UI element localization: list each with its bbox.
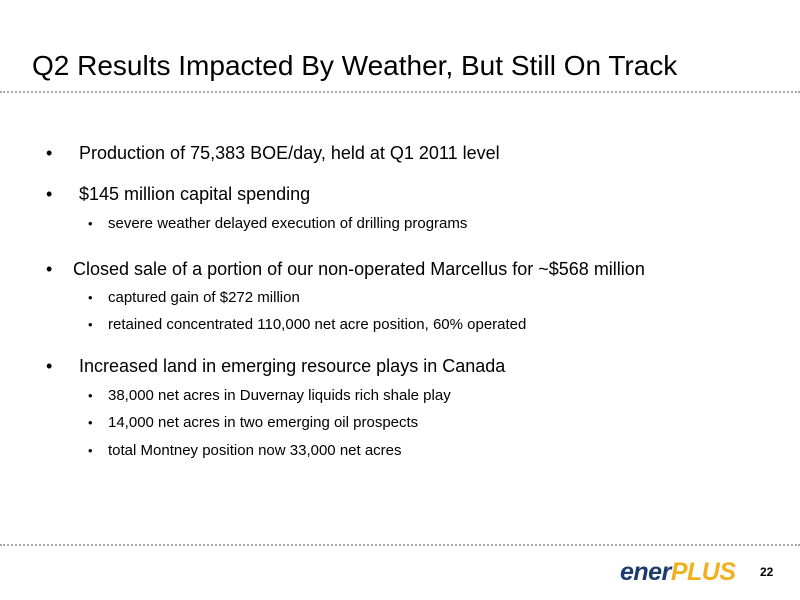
logo-text-plus: PLUS bbox=[670, 558, 736, 586]
enerplus-logo bbox=[620, 558, 736, 586]
bullet-text: Closed sale of a portion of our non-operated Marcellus for ~$568 million bbox=[73, 259, 645, 279]
sub-bullet-icon: • bbox=[88, 317, 93, 332]
sub-bullet-icon: • bbox=[88, 443, 93, 458]
bullet-text: Increased land in emerging resource plays in Canada bbox=[79, 356, 506, 376]
bullet-text: Production of 75,383 BOE/day, held at Q1 2011 level bbox=[79, 143, 500, 163]
sub-bullet-icon: • bbox=[88, 415, 93, 430]
sub-bullet-icon: • bbox=[88, 216, 93, 231]
bullet-icon: • bbox=[46, 356, 53, 376]
bullet-text: $145 million capital spending bbox=[79, 184, 311, 204]
bullet-icon: • bbox=[46, 143, 53, 163]
bottom-divider bbox=[0, 544, 800, 546]
bullet-icon: • bbox=[46, 259, 53, 279]
sub-bullet-icon: • bbox=[88, 388, 93, 403]
bullet-icon: • bbox=[46, 184, 53, 204]
logo-text-ener: ener bbox=[620, 558, 671, 586]
slide-title: Q2 Results Impacted By Weather, But Still On Track bbox=[32, 50, 678, 81]
sub-bullet-text: 38,000 net acres in Duvernay liquids rich shale play bbox=[108, 387, 451, 404]
sub-bullet-text: captured gain of $272 million bbox=[108, 289, 300, 306]
page-number: 22 bbox=[760, 565, 774, 579]
sub-bullet-text: severe weather delayed execution of drilling programs bbox=[108, 215, 468, 232]
sub-bullet-text: total Montney position now 33,000 net acres bbox=[108, 442, 402, 459]
sub-bullet-text: retained concentrated 110,000 net acre position, 60% operated bbox=[108, 316, 527, 333]
sub-bullet-icon: • bbox=[88, 290, 93, 305]
sub-bullet-text: 14,000 net acres in two emerging oil prospects bbox=[108, 414, 419, 431]
